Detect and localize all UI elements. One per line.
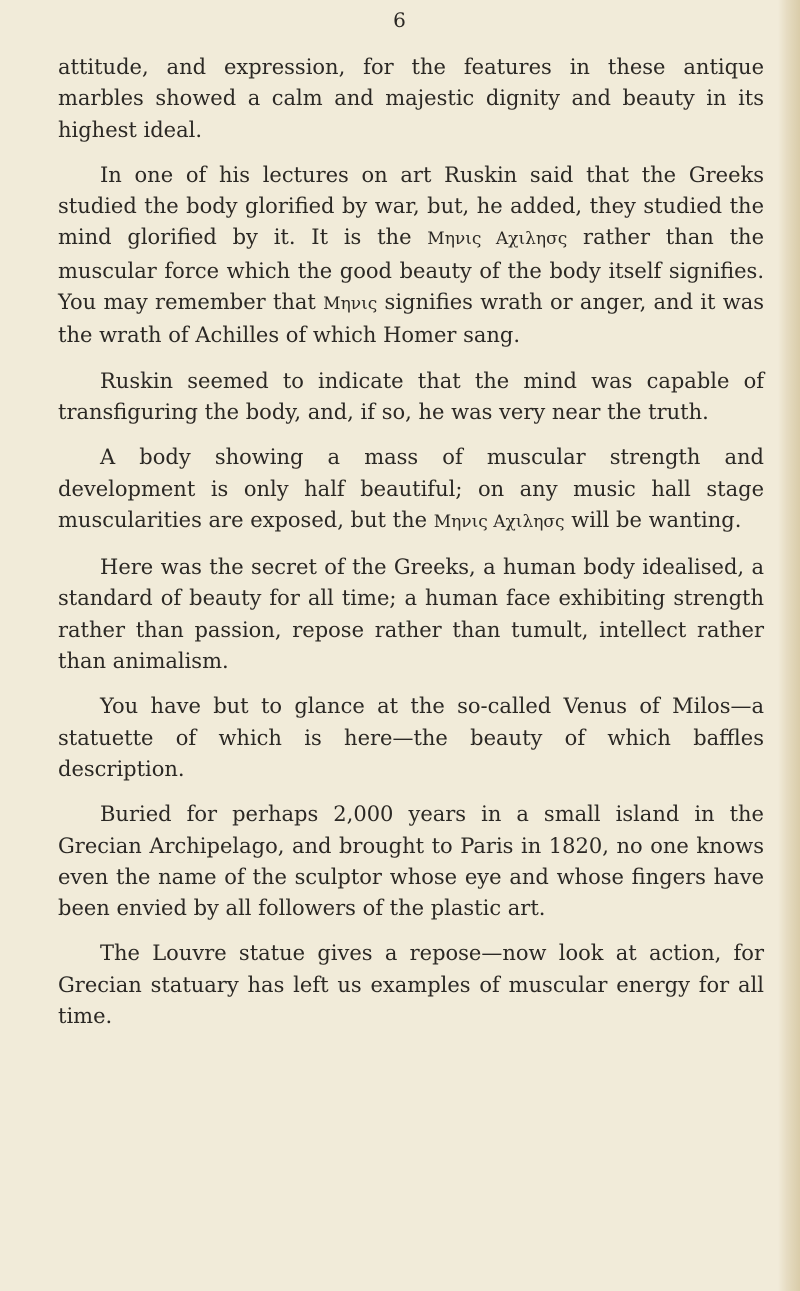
page-number: 6 [393, 8, 407, 32]
greek-phrase: Μηνις Αχιλησς [427, 229, 568, 250]
text-span: Here was the secret of the Greeks, a human body idealised, a standard of beauty for all time; a human face exhibiting strength rather than passion, repose rather than tumult, intellect rather than animalism. [58, 555, 764, 674]
paragraph-6 [58, 691, 764, 785]
greek-phrase: Μηνις Αχιλησς [433, 511, 565, 532]
text-span: Ruskin seemed to indicate that the mind was capable of transfiguring the body, and, if so, he was very near the truth. [58, 368, 764, 424]
paragraph-5 [58, 552, 764, 677]
text-span: Buried for perhaps 2,000 years in a small island in the Grecian Archipelago, and brought to Paris in 1820, no one knows even the name of the sculptor whose eye and whose fingers have been envied by all followers of the plastic art. [58, 802, 764, 921]
text-span: will be wanting. [564, 507, 742, 532]
paragraph-1 [58, 52, 764, 146]
text-span: attitude, and expression, for the features in these antique marbles showed a calm and majestic dignity and beauty in its highest ideal. [58, 55, 764, 142]
paragraph-7 [58, 799, 764, 924]
text-span: signifies wrath or anger, and it was the wrath of Achilles of which Homer sang. [58, 290, 764, 348]
paragraph-2 [58, 160, 764, 352]
paragraph-8 [58, 938, 764, 1032]
text-span: rather than the muscular force which the good beauty of the body itself signifies. You may remember that [58, 225, 764, 315]
greek-phrase: Μηνις [323, 294, 378, 315]
text-span: A body showing a mass of muscular strength and development is only half beautiful; on any music hall stage muscularities are exposed, but the [58, 445, 764, 532]
text-span: In one of his lectures on art Ruskin said that the Greeks studied the body glorified by war, but, he added, they studied the mind glorified by it. It is the [58, 162, 764, 250]
text-span: You have but to glance at the so-called Venus of Milos—a statuette of which is here—the beauty of which baffles description. [58, 694, 764, 781]
page-edge [778, 0, 800, 1291]
paragraph-4 [58, 442, 764, 538]
paragraph-3 [58, 366, 764, 429]
text-span: The Louvre statue gives a repose—now look at action, for Grecian statuary has left us examples of muscular energy for all time. [58, 941, 764, 1029]
body-text [58, 52, 764, 1046]
